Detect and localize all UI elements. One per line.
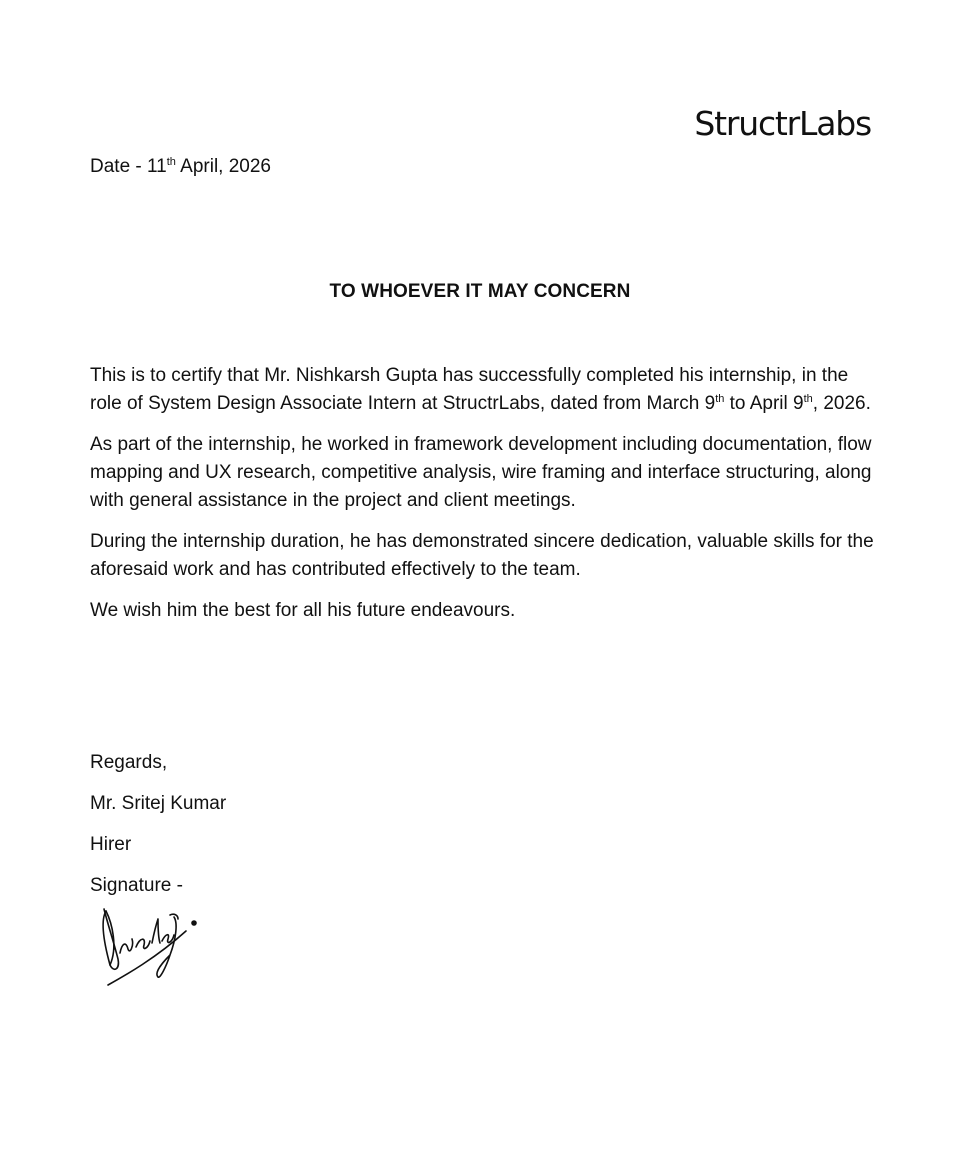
paragraph-text: This is to certify that Mr. Nishkarsh Gupta has successfully completed his internship, in the role of System Design Associate Intern at StructrLabs, dated from March 9 (90, 365, 849, 414)
handwritten-signature (96, 903, 206, 993)
date-ordinal: th (166, 156, 176, 168)
letter-date (90, 156, 271, 178)
closing-block (90, 749, 226, 913)
company-logo: StructrLabs (694, 104, 871, 143)
regards-text: Regards, (90, 752, 168, 773)
signer-role: Hirer (90, 834, 132, 855)
ordinal-sup: th (803, 393, 813, 405)
paragraph-text: to April 9 (724, 393, 804, 414)
paragraph-certification (90, 362, 880, 418)
letter-body (90, 362, 880, 638)
paragraph-text: , 2026. (812, 393, 871, 414)
signer-name: Mr. Sritej Kumar (90, 793, 227, 814)
date-rest: April, 2026 (175, 156, 272, 177)
signature-label: Signature - (90, 875, 183, 896)
paragraph-wishes: We wish him the best for all his future endeavours. (90, 600, 516, 621)
paragraph-dedication: During the internship duration, he has demonstrated sincere dedication, valuable skills for the aforesaid work and has contributed effectively to the team. (90, 531, 874, 580)
paragraph-work: As part of the internship, he worked in framework development including documentation, flow mapping and UX research, competitive analysis, wire framing and interface structuring, along with general assistance in the project and client meetings. (90, 434, 872, 511)
letter-title: TO WHOEVER IT MAY CONCERN (329, 281, 631, 302)
ordinal-sup: th (715, 393, 725, 405)
date-text: Date - 11 (90, 156, 167, 177)
